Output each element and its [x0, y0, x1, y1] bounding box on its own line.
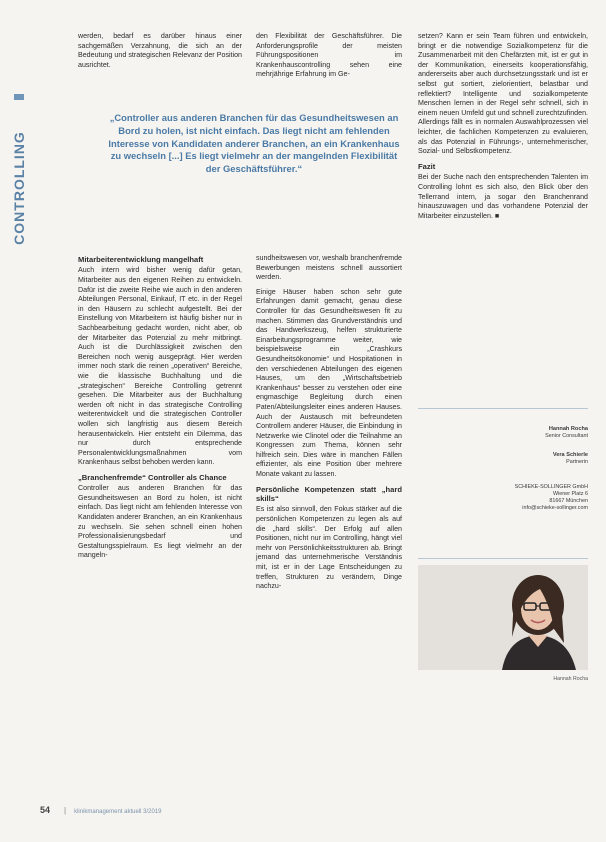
company-email: info@schieke-sollinger.com	[522, 505, 588, 511]
author-1	[545, 426, 588, 440]
heading-personal-competences: Persönliche Kompetenzen statt „hard skills“	[256, 484, 402, 504]
author-2	[553, 452, 588, 466]
section-label: CONTROLLING	[11, 131, 27, 245]
column-2-paragraph-2: Einige Häuser haben schon sehr gute Erfahrungen damit gemacht, genau diese Controller für das Gesundheitswesen fit zu machen. Stimmen das Grundverständnis und das Handwerkszeug, helfen strukturierte Einarbeitungsprogramme weiter, wie beispielsweise ein „Crashkurs Gesundheitsökonomie“ und Hospitationen in den verschiedenen Abteilungen des eigenen Hauses, um den „Wirtschaftsbetrieb Krankenhaus“ besser zu verstehen oder eine engmaschige Begleitung durch einen Paten/Abteilungsleiter eines anderen Hauses. Auch der Austausch mit befreundeten Controllern anderer Häuser, die Einbindung in Netzwerke wie Clinotel oder die Teilnahme an Kongressen zum Thema, können sehr hilfreich sein. Dies wäre in manchen Fällen effizienter, als eine Position über mehrere Monate vakant zu lassen.	[256, 287, 402, 479]
column-2	[256, 254, 402, 597]
section-accent-bar	[14, 94, 24, 100]
page-number: 54	[40, 805, 51, 815]
heading-employee-development: Mitarbeiterentwicklung mangelhaft	[78, 255, 204, 264]
author-2-role: Partnerin	[566, 459, 588, 465]
publication-name: klinikmanagement aktuell 3/2019	[74, 809, 162, 815]
footer-separator: |	[64, 806, 67, 815]
top-column-1-text: werden, bedarf es darüber hinaus einer sachgemäßen Verzahnung, die sich an der Bedeutung und strategischen Relevanz der Position ausrichtet.	[78, 32, 242, 69]
top-column-2	[256, 32, 402, 85]
company-address-line-2: 81667 München	[549, 498, 588, 504]
photo-divider	[418, 558, 588, 559]
column-2-paragraph-3: Es ist also sinnvoll, den Fokus stärker auf die persönlichen Kompetenzen zu legen als auf die „hard skills“. Der Erfolg auf allen Positionen, nicht nur im Controlling, hängt viel mehr von Persönlichkeitsstrukturen ab. Bringt jemand das unternehmerische Verständnis mit, ist er in der Lage Entscheidungen zu treffen, Strukturen zu verändern, Dinge nachzu-	[256, 505, 402, 591]
heading-cross-industry: „Branchenfremde“ Controller als Chance	[78, 472, 227, 482]
top-column-2-text: den Flexibilität der Geschäftsführer. Die Anforderungsprofile der meisten Führungspositionen im Krankenhauscontrolling sehen eine mehrjährige Erfahrung im Ge-	[256, 32, 402, 79]
company-name: SCHIEKE-SOLLINGER GmbH	[514, 484, 588, 490]
author-1-name: Hannah Rocha	[548, 426, 588, 432]
company-info	[515, 484, 588, 512]
page-footer	[40, 805, 161, 815]
top-column-1	[78, 32, 242, 75]
company-address-line-1: Wiener Platz 6	[552, 491, 588, 497]
author-2-name: Vera Schierle	[552, 452, 588, 458]
column-3-paragraph-1: setzen? Kann er sein Team führen und entwickeln, bringt er die notwendige Sozialkompetenz für die Zusammenarbeit mit den Chefärzten mit, ist er gut in der Kommunikation, einerseits kooperationsfähig, andererseits aber auch durchsetzungsstark und ist er selbst gut sortiert, zielorientiert, belastbar und reflektiert? Intelligente und sozialkompetente Menschen lernen in der Regel sehr schnell, sich in einem neuen Umfeld gut und schnell zurechtzufinden. Allerdings fällt es in normalen Auswahlprozessen viel leichter, die fachlichen Kompetenzen zu evaluieren, als das Potenzial in Führungs-, unternehmerischer, Sozial- und Selbstkompetenz.	[418, 32, 588, 156]
column-3-conclusion: Bei der Suche nach den entsprechenden Talenten im Controlling lohnt es sich also, den Blick über den Tellerrand intern, ja sogar den Branchenrand hinauszuwagen und das vorhandene Potenzial der Mitarbeiter einzustellen. ■	[418, 173, 588, 220]
pull-quote: „Controller aus anderen Branchen für das Gesundheitswesen an Bord zu holen, ist nicht einfach. Das liegt nicht am fehlenden Interesse von Kandidaten anderer Branchen, an ein Krankenhaus zu wechseln [...] Es liegt vielmehr an der mangelnden Flexibilität der Geschäftsführer.“	[108, 112, 400, 175]
author-photo	[418, 565, 588, 670]
author-1-role: Senior Consultant	[545, 433, 588, 439]
column-2-paragraph-1: sundheitswesen vor, weshalb branchenfremde Bewerbungen meistens schnell aussortiert werden.	[256, 254, 402, 282]
portrait-illustration	[418, 565, 588, 670]
author-divider	[418, 408, 588, 409]
column-1	[78, 250, 242, 566]
photo-caption: Hannah Rocha	[553, 676, 588, 682]
heading-conclusion: Fazit	[418, 161, 436, 171]
column-3	[418, 32, 588, 226]
column-1-paragraph-2: Controller aus anderen Branchen für das Gesundheitswesen an Bord zu holen, ist nicht einfach. Das liegt nicht am fehlenden Interesse von Kandidaten anderer Branchen, an ein Krankenhaus zu wechseln. Sie sehen schnell einen hohen Professionalisierungsbedarf und Gestaltungsspielraum. Es liegt vielmehr an der mangeln-	[78, 484, 242, 560]
column-1-paragraph-1: Auch intern wird bisher wenig dafür getan, Mitarbeiter aus den eigenen Reihen zu entwickeln. Dafür ist die zweite Reihe wie auch in den anderen Abteilungen Personal, Einkauf, IT etc. in der Regel in den Häusern zu schlecht aufgestellt. Bei der Einstellung von Mitarbeitern ist häufig bisher nur in Sachbearbeitung gedacht worden, nicht aber, ob der Mitarbeiter das Potenzial zu mehr mitbringt. Auch ist die Durchlässigkeit zwischen den Bereichen noch wenig ausgeprägt. Hier werden immer noch stark die reinen „operativen“ Bereiche, wie die klassische Buchhaltung und die „strategischen“ Bereiche Controlling getrennt gesehen. Die Mitarbeiter aus der Buchhaltung werden oft nicht in das strategische Controlling weiterentwickelt und die strategischen Controller wollen sich langfristig aus diesem Bereich herausentwickeln. Hier entsteht ein Dilemma, das nur durch entsprechende Personalentwicklungsmaßnahmen vom Krankenhaus selbst behoben werden kann.	[78, 266, 242, 467]
